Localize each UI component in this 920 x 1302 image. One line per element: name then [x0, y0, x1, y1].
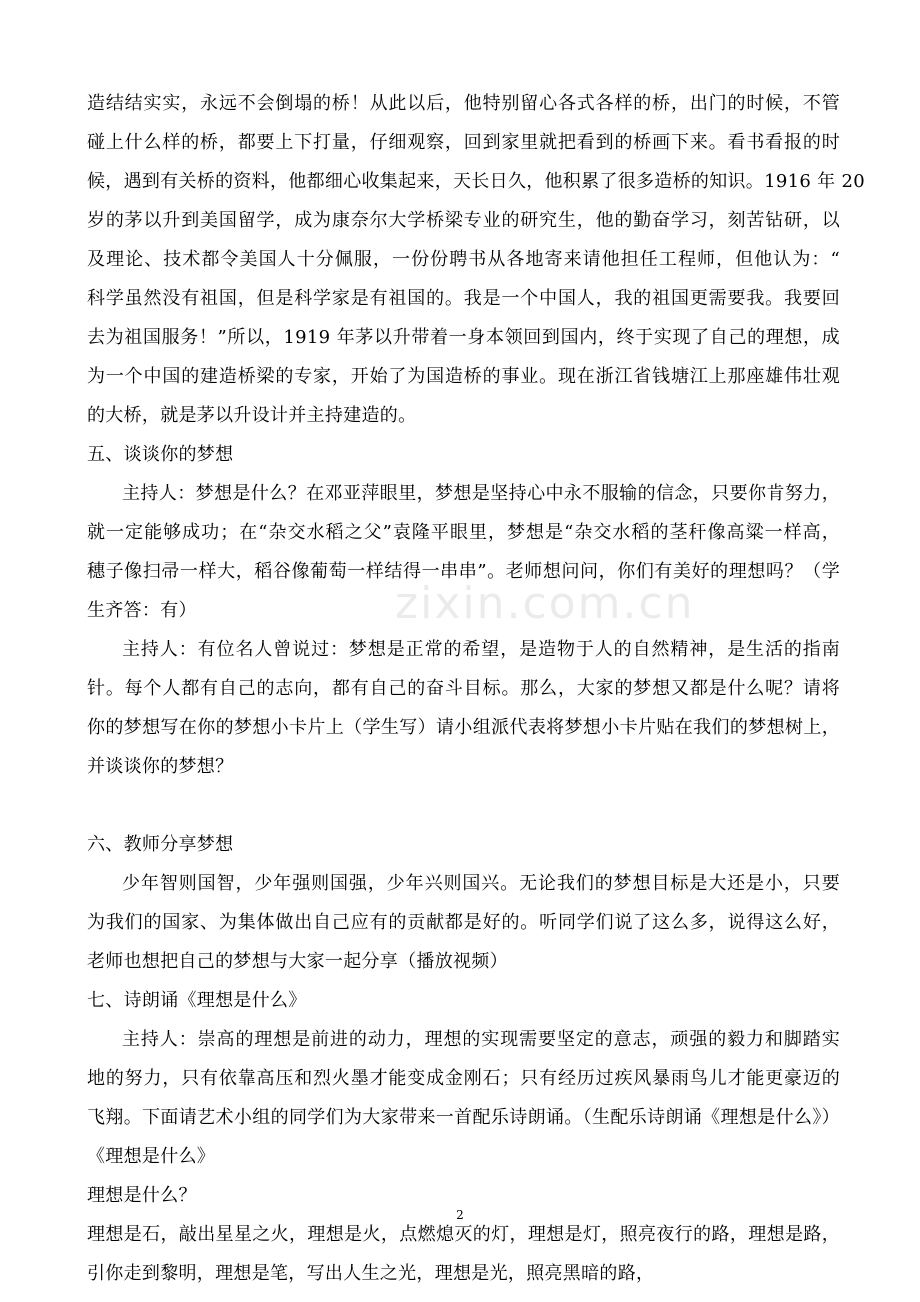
paragraph-line: 并谈谈你的梦想？ — [87, 756, 234, 777]
paragraph-line: 飞翔。下面请艺术小组的同学们为大家带来一首配乐诗朗诵。（生配乐诗朗诵《理想是什么》） — [87, 1107, 840, 1128]
page-number: 2 — [456, 1208, 464, 1222]
poem-line: 引你走到黎明，理想是笔，写出人生之光，理想是光，照亮黑暗的路， — [87, 1263, 655, 1284]
watermark: zixin.com.cn — [395, 578, 695, 629]
paragraph-line: 去为祖国服务！”所以，1919 年茅以升带着一身本领回到国内，终于实现了自己的理想，成 — [87, 327, 840, 348]
paragraph-line: 为我们的国家、为集体做出自己应有的贡献都是好的。听同学们说了这么多，说得这么好， — [87, 912, 840, 933]
paragraph-line: 岁的茅以升到美国留学，成为康奈尔大学桥梁专业的研究生，他的勤奋学习，刻苦钻研，以 — [87, 210, 840, 231]
paragraph-line: 少年智则国智，少年强则国强，少年兴则国兴。无论我们的梦想目标是大还是小，只要 — [122, 873, 840, 894]
paragraph-line: 的大桥，就是茅以升设计并主持建造的。 — [87, 405, 417, 426]
paragraph-line: 穗子像扫帚一样大，稻谷像葡萄一样结得一串串”。老师想问问，你们有美好的理想吗？（学 — [87, 561, 840, 582]
paragraph-line: 为一个中国的建造桥梁的专家，开始了为国造桥的事业。现在浙江省钱塘江上那座雄伟壮观 — [87, 366, 840, 387]
section-heading: 五、谈谈你的梦想 — [87, 444, 234, 465]
section-heading: 七、诗朗诵《理想是什么》 — [87, 990, 307, 1011]
paragraph-line: 就一定能够成功；在“杂交水稻之父”袁隆平眼里，梦想是“杂交水稻的茎秆像高粱一样高， — [87, 522, 840, 543]
paragraph-line: 你的梦想写在你的梦想小卡片上（学生写）请小组派代表将梦想小卡片贴在我们的梦想树上， — [87, 717, 840, 738]
section-heading: 六、教师分享梦想 — [87, 834, 234, 855]
paragraph-line: 及理论、技术都令美国人十分佩服，一份份聘书从各地寄来请他担任工程师，但他认为：“ — [87, 249, 840, 270]
paragraph-line: 老师也想把自己的梦想与大家一起分享（播放视频） — [87, 951, 508, 972]
paragraph-line: 候，遇到有关桥的资料，他都细心收集起来，天长日久，他积累了很多造桥的知识。1916 年 20 — [87, 171, 865, 192]
poem-line: 理想是什么？ — [87, 1185, 197, 1206]
paragraph-line: 主持人：崇高的理想是前进的动力，理想的实现需要坚定的意志，顽强的毅力和脚踏实 — [122, 1029, 840, 1050]
paragraph-line: 地的努力，只有依靠高压和烈火墨才能变成金刚石；只有经历过疾风暴雨鸟儿才能更豪迈的 — [87, 1068, 840, 1089]
paragraph-line: 主持人：有位名人曾说过：梦想是正常的希望，是造物于人的自然精神，是生活的指南 — [122, 639, 840, 660]
paragraph-line: 碰上什么样的桥，都要上下打量，仔细观察，回到家里就把看到的桥画下来。看书看报的时 — [87, 132, 840, 153]
paragraph-line: 生齐答：有） — [87, 600, 197, 621]
poem-title: 《理想是什么》 — [87, 1146, 216, 1167]
paragraph-line: 科学虽然没有祖国，但是科学家是有祖国的。我是一个中国人，我的祖国更需要我。我要回 — [87, 288, 840, 309]
paragraph-line: 主持人：梦想是什么？在邓亚萍眼里，梦想是坚持心中永不服输的信念，只要你肯努力， — [122, 483, 840, 504]
paragraph-line: 造结结实实，永远不会倒塌的桥！从此以后，他特别留心各式各样的桥，出门的时候，不管 — [87, 93, 840, 114]
paragraph-line: 针。每个人都有自己的志向，都有自己的奋斗目标。那么，大家的梦想又都是什么呢？请将 — [87, 678, 840, 699]
poem-line: 理想是石，敲出星星之火，理想是火，点燃熄灭的灯，理想是灯，照亮夜行的路，理想是路， — [87, 1224, 840, 1245]
